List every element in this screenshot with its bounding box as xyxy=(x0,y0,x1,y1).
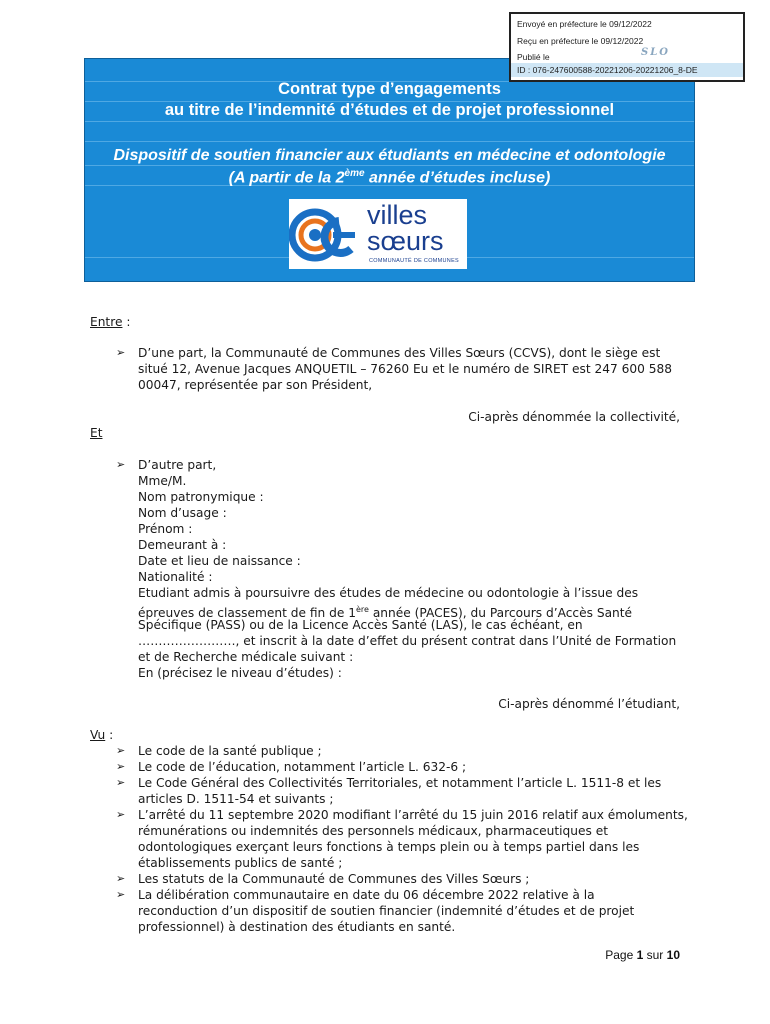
et-heading: Et xyxy=(90,426,103,440)
arrow-bullet-icon: ➢ xyxy=(116,808,126,821)
stamp-received-date: Reçu en préfecture le 09/12/2022 xyxy=(517,36,644,46)
contract-subtitle-line2: (A partir de la 2ème année d’études incluse) xyxy=(228,168,551,187)
vu-item: Le code de l’éducation, notamment l’article L. 632-6 ; xyxy=(138,760,467,774)
vu-item: La délibération communautaire en date du 06 décembre 2022 relative à la xyxy=(138,888,595,902)
vu-item: rémunérations ou indemnités des personnels médicaux, pharmaceutiques et xyxy=(138,824,609,838)
stamp-signature: SLO xyxy=(641,47,670,58)
contract-subtitle: Dispositif de soutien financier aux étudiants en médecine et odontologie xyxy=(113,147,666,164)
party1-line: D’une part, la Communauté de Communes des Villes Sœurs (CCVS), dont le siège est xyxy=(138,346,661,360)
vu-item: professionnel) à destination des étudiants en santé. xyxy=(138,920,456,934)
vu-item: établissements publics de santé ; xyxy=(138,856,343,870)
party1-line: situé 12, Avenue Jacques ANQUETIL – 76260 Eu et le numéro de SIRET est 247 600 588 xyxy=(138,362,673,376)
arrow-bullet-icon: ➢ xyxy=(116,744,126,757)
header-banner xyxy=(84,58,695,282)
arrow-bullet-icon: ➢ xyxy=(116,458,126,471)
party1-closing: Ci-après dénommée la collectivité, xyxy=(468,410,680,424)
vu-item: Le code de la santé publique ; xyxy=(138,744,322,758)
vu-item: reconduction d’un dispositif de soutien financier (indemnité d’études et de projet xyxy=(138,904,635,918)
party2-line: Spécifique (PASS) ou de la Licence Accès Santé (LAS), le cas échéant, en xyxy=(138,618,583,632)
party2-line: et de Recherche médicale suivant : xyxy=(138,650,354,664)
vu-item: articles D. 1511-54 et suivants ; xyxy=(138,792,334,806)
arrow-bullet-icon: ➢ xyxy=(116,888,126,901)
stamp-published: Publié le xyxy=(517,52,550,62)
arrow-bullet-icon: ➢ xyxy=(116,776,126,789)
party2-field-nom-patronymique: Nom patronymique : xyxy=(138,490,264,504)
logo-word-soeurs: sœurs xyxy=(367,226,444,256)
party2-line: Etudiant admis à poursuivre des études de médecine ou odontologie à l’issue des xyxy=(138,586,639,600)
party2-line: Mme/M. xyxy=(138,474,187,488)
vu-item: odontologiques exerçant leurs fonctions à temps plein ou à temps partiel dans les xyxy=(138,840,640,854)
party2-closing: Ci-après dénommé l’étudiant, xyxy=(498,697,680,711)
contract-title-line2: au titre de l’indemnité d’études et de projet professionnel xyxy=(164,101,615,119)
vu-item: L’arrêté du 11 septembre 2020 modifiant l’arrêté du 15 juin 2016 relatif aux émoluments, xyxy=(138,808,688,822)
page-number: Page 1 sur 10 xyxy=(605,948,680,962)
arrow-bullet-icon: ➢ xyxy=(116,872,126,885)
party2-line: D’autre part, xyxy=(138,458,217,472)
vu-heading: Vu : xyxy=(90,728,114,742)
logo-word-villes: villes xyxy=(367,200,428,230)
stamp-sent-date: Envoyé en préfecture le 09/12/2022 xyxy=(517,19,652,29)
vu-item: Le Code Général des Collectivités Territoriales, et notamment l’article L. 1511-8 et les xyxy=(138,776,662,790)
contract-title: Contrat type d’engagements xyxy=(278,80,501,98)
party2-field-naissance: Date et lieu de naissance : xyxy=(138,554,301,568)
party2-field-nom-usage: Nom d’usage : xyxy=(138,506,227,520)
party2-field-niveau: En (précisez le niveau d’études) : xyxy=(138,666,342,680)
logo-tagline: COMMUNAUTÉ DE COMMUNES xyxy=(369,258,460,264)
arrow-bullet-icon: ➢ xyxy=(116,760,126,773)
party2-line: ……………………, et inscrit à la date d’effet du présent contrat dans l’Unité de Formation xyxy=(138,634,677,648)
party2-field-prenom: Prénom : xyxy=(138,522,193,536)
stamp-id: ID : 076-247600588-20221206-20221206_8-DE xyxy=(511,63,743,77)
party2-field-nationalite: Nationalité : xyxy=(138,570,213,584)
arrow-bullet-icon: ➢ xyxy=(116,346,126,359)
villes-soeurs-logo xyxy=(289,199,467,269)
party1-line: 00047, représentée par son Président, xyxy=(138,378,373,392)
party2-field-demeurant: Demeurant à : xyxy=(138,538,227,552)
party2-line: épreuves de classement de fin de 1ère année (PACES), du Parcours d’Accès Santé xyxy=(138,605,633,621)
entre-heading: Entre : xyxy=(90,315,131,329)
vu-item: Les statuts de la Communauté de Communes des Villes Sœurs ; xyxy=(138,872,530,886)
logo-rings-icon xyxy=(289,199,369,269)
prefecture-stamp xyxy=(509,12,745,82)
